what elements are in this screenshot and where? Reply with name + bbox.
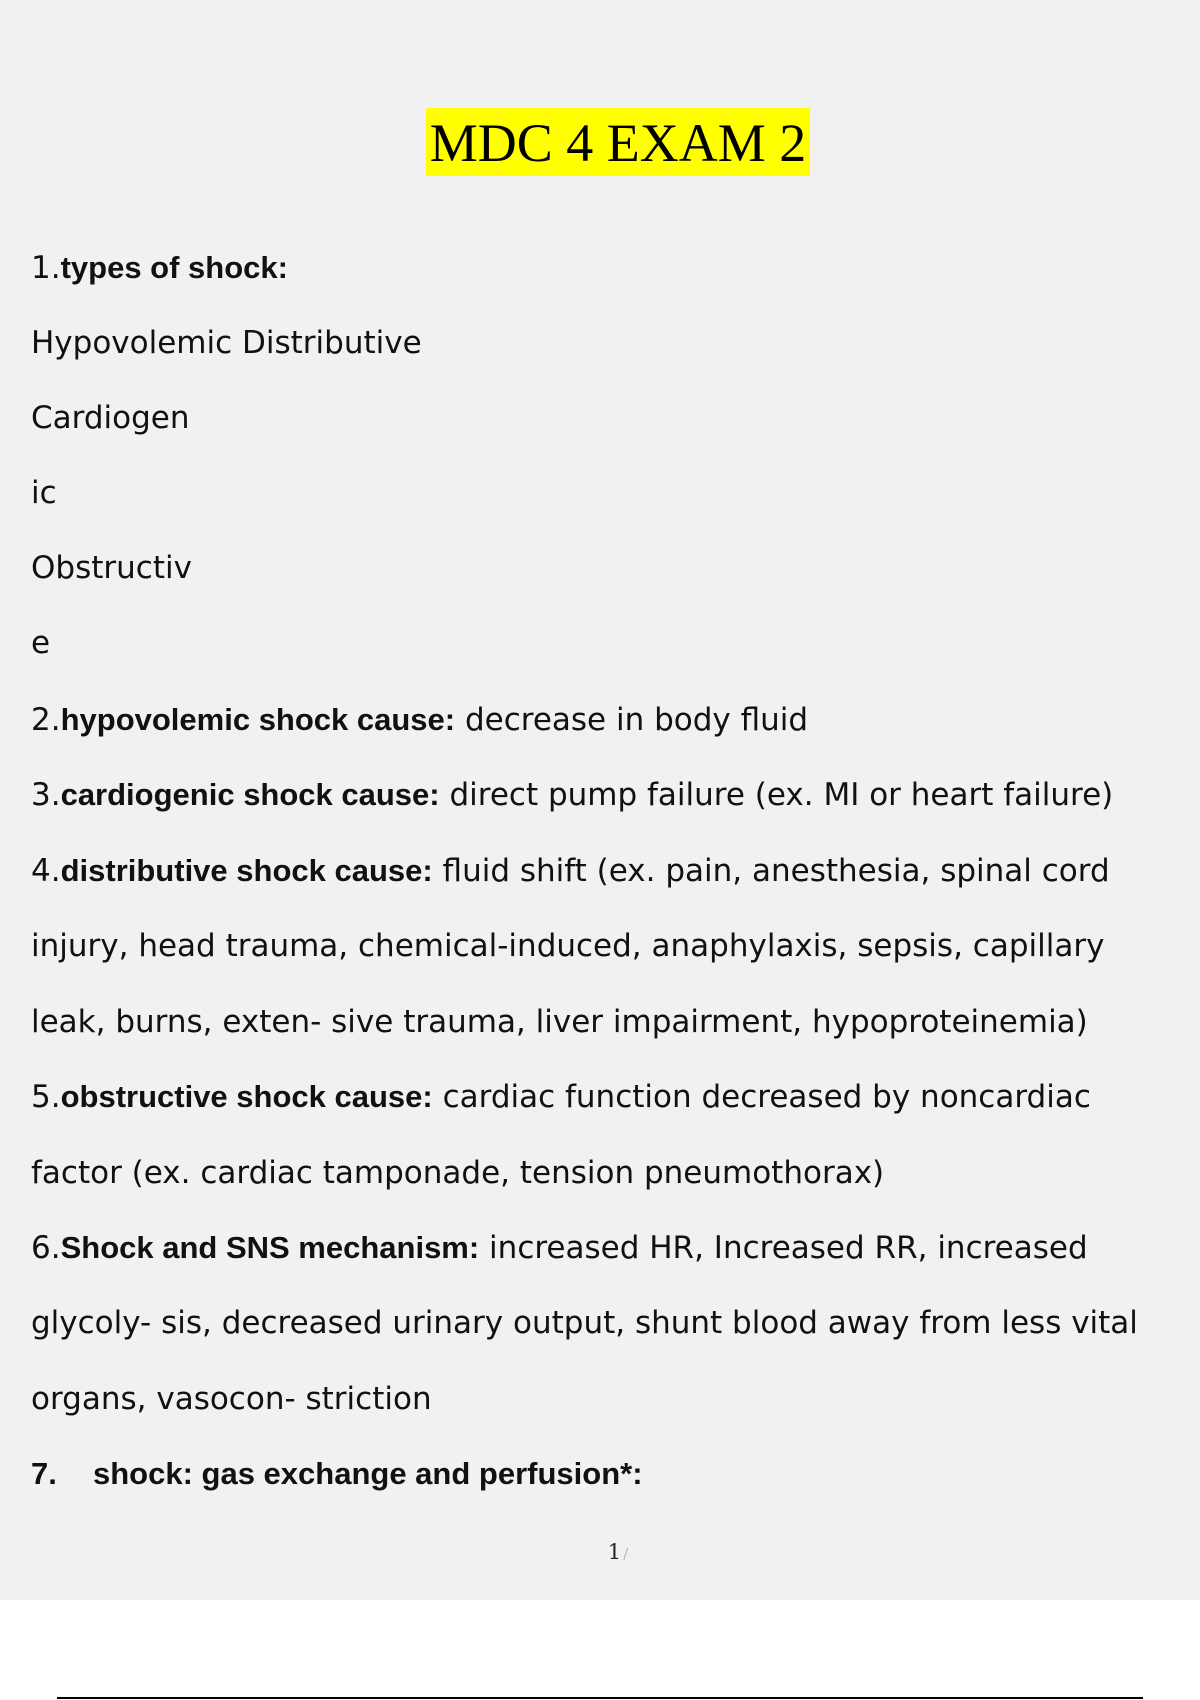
list-item-6 bbox=[31, 1228, 1088, 1268]
list-item-1 bbox=[31, 248, 288, 288]
list-item-7 bbox=[31, 1454, 643, 1494]
item-number: 4. bbox=[31, 853, 61, 889]
list-item-1-line: Hypovolemic Distributive bbox=[31, 325, 422, 361]
item-text: increased HR, Increased RR, increased bbox=[479, 1230, 1088, 1266]
item-term: cardiogenic shock cause: bbox=[60, 777, 440, 812]
list-item-1-line: ic bbox=[31, 475, 57, 511]
page-number-value: 1 bbox=[607, 1540, 622, 1564]
list-item-4 bbox=[31, 851, 1110, 891]
item-term: distributive shock cause: bbox=[60, 853, 433, 888]
page-number-suffix: / bbox=[623, 1545, 629, 1563]
list-item-6-line: glycoly- sis, decreased urinary output, shunt blood away from less vital bbox=[31, 1305, 1138, 1341]
item-number: 5. bbox=[31, 1079, 61, 1115]
next-page-rule bbox=[57, 1697, 1143, 1699]
list-item-5 bbox=[31, 1077, 1091, 1117]
item-term: hypovolemic shock cause: bbox=[60, 702, 456, 737]
item-term: shock: gas exchange and perfusion*: bbox=[93, 1456, 643, 1491]
item-term: types of shock: bbox=[60, 250, 288, 285]
list-item-3 bbox=[31, 775, 1113, 815]
item-text: decrease in body fluid bbox=[455, 702, 809, 738]
item-text: fluid shift (ex. pain, anesthesia, spinal cord bbox=[432, 853, 1110, 889]
item-text: cardiac function decreased by noncardiac bbox=[432, 1079, 1091, 1115]
item-term: Shock and SNS mechanism: bbox=[60, 1230, 480, 1265]
item-number: 6. bbox=[31, 1230, 61, 1266]
item-term: obstructive shock cause: bbox=[60, 1079, 433, 1114]
title-wrapper bbox=[0, 108, 1200, 176]
item-number: 2. bbox=[31, 702, 61, 738]
list-item-4-line: injury, head trauma, chemical-induced, anaphylaxis, sepsis, capillary bbox=[31, 928, 1105, 964]
item-number: 3. bbox=[31, 777, 61, 813]
list-item-6-line: organs, vasocon- striction bbox=[31, 1381, 432, 1417]
item-number: 1. bbox=[31, 250, 61, 286]
page-number bbox=[0, 1540, 1200, 1564]
item-text: direct pump failure (ex. MI or heart failure) bbox=[439, 777, 1114, 813]
list-item-1-line: Cardiogen bbox=[31, 400, 190, 436]
item-number: 7. bbox=[31, 1456, 57, 1491]
list-item-2 bbox=[31, 700, 808, 740]
document-title: MDC 4 EXAM 2 bbox=[426, 108, 811, 176]
list-item-1-line: Obstructiv bbox=[31, 550, 192, 586]
list-item-4-line: leak, burns, exten- sive trauma, liver impairment, hypoproteinemia) bbox=[31, 1004, 1088, 1040]
list-item-5-line: factor (ex. cardiac tamponade, tension pneumothorax) bbox=[31, 1155, 885, 1191]
list-item-1-line: e bbox=[31, 625, 51, 661]
